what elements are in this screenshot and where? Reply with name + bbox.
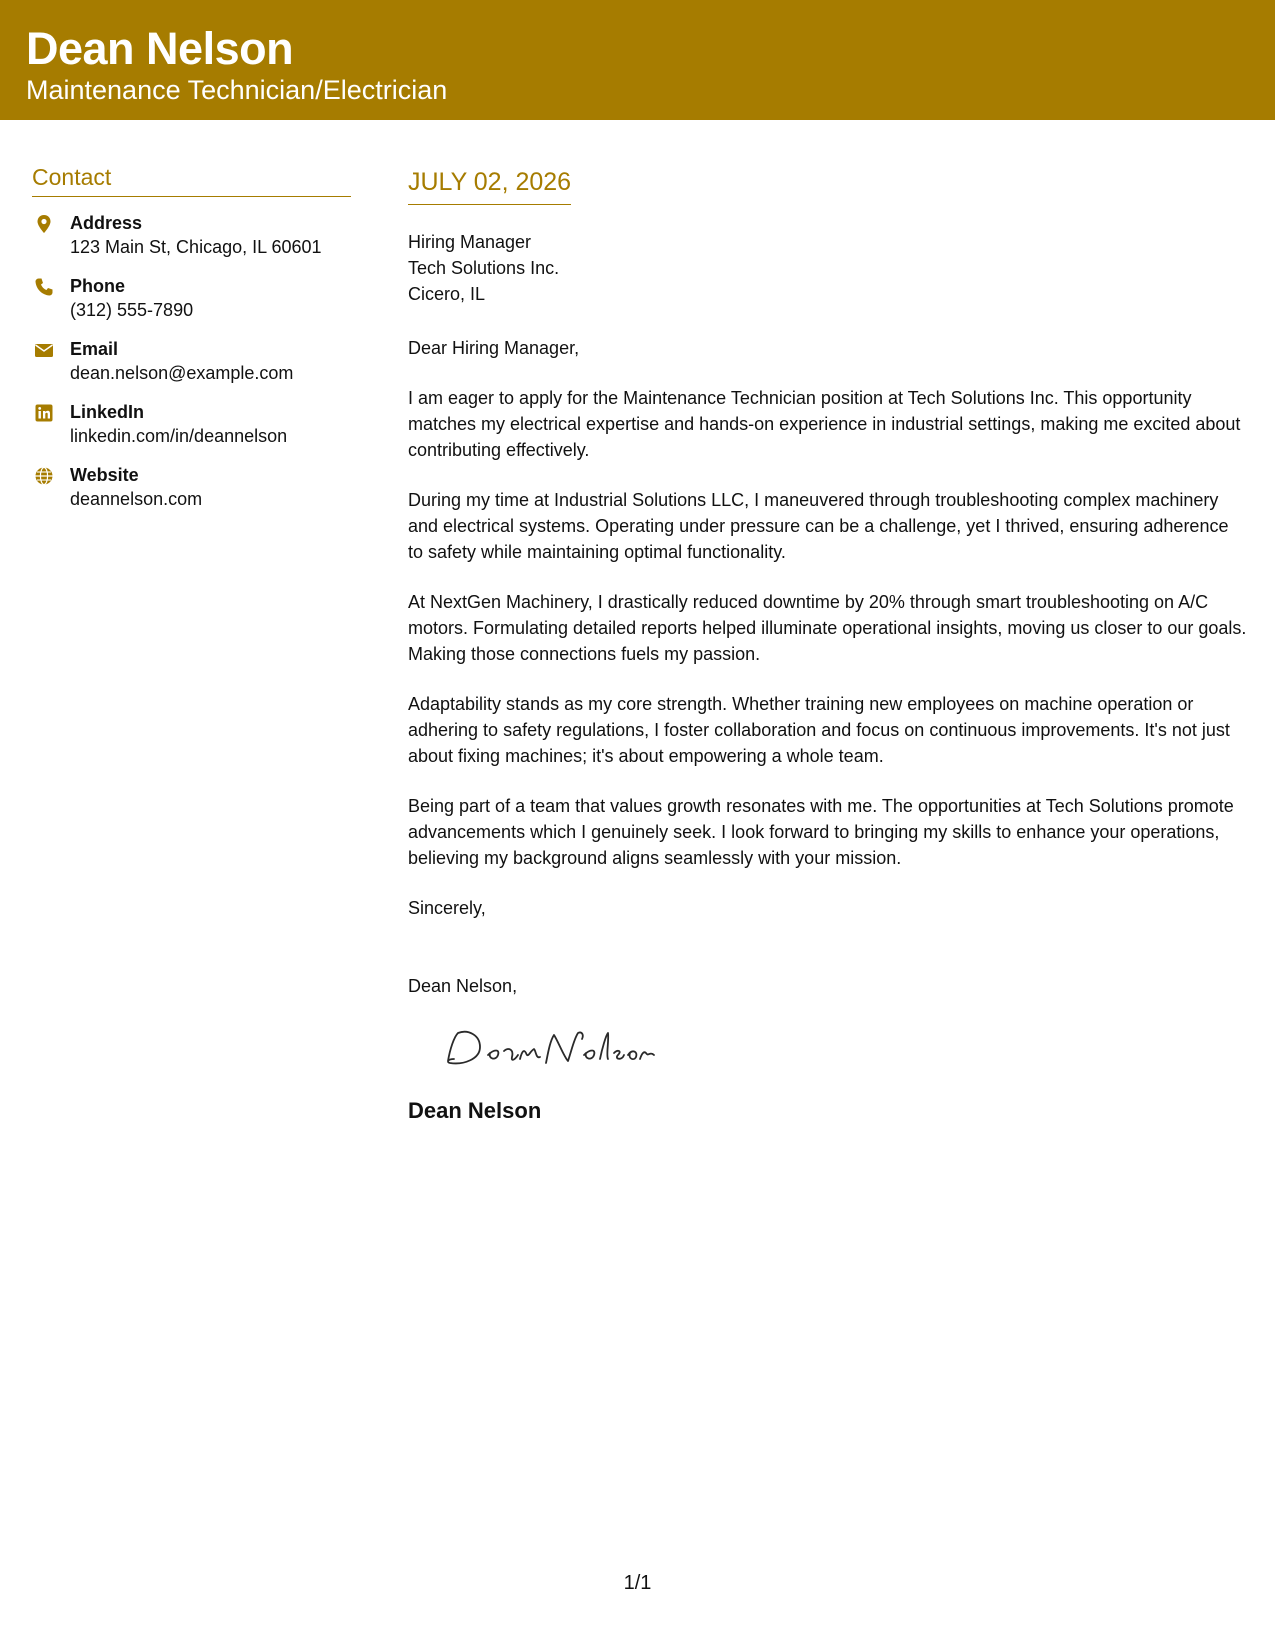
recipient-line: Tech Solutions Inc. [408,258,560,278]
sign-off-name: Dean Nelson, [408,976,518,996]
recipient-block [408,229,1248,307]
recipient-line: Hiring Manager [408,232,532,252]
contact-sidebar [32,162,351,526]
contact-label: LinkedIn [70,402,145,422]
contact-value: deannelson.com [70,489,203,509]
contact-item-website [32,463,351,526]
linkedin-icon [34,403,54,423]
contact-list [32,211,351,526]
letter-body [408,164,1248,1126]
phone-icon [34,277,54,297]
letter-paragraph: I am eager to apply for the Maintenance Technician position at Tech Solutions Inc. This opportunity matches my electrical expertise and hands-on experience in industrial settings, making me excited about contributing effectively. [408,388,1241,460]
header-banner [0,0,1275,120]
letter-paragraph: During my time at Industrial Solutions LLC, I maneuvered through troubleshooting complex machinery and electrical systems. Operating under pressure can be a challenge, yet I thrived, ensuring adherence to safety while maintaining optimal functionality. [408,490,1229,562]
envelope-icon [34,340,54,360]
letter-paragraph: Being part of a team that values growth resonates with me. The opportunities at Tech Solutions promote advancements which I genuinely seek. I look forward to bringing my skills to enhance your operations, believing my background aligns seamlessly with your mission. [408,796,1234,868]
contact-value: (312) 555-7890 [70,300,194,320]
contact-label: Website [70,465,139,485]
printed-name: Dean Nelson [408,1098,542,1123]
contact-value: 123 Main St, Chicago, IL 60601 [70,237,322,257]
applicant-title: Maintenance Technician/Electrician [26,75,448,105]
recipient-line: Cicero, IL [408,284,486,304]
contact-label: Phone [70,276,126,296]
contact-item-email [32,337,351,400]
applicant-name: Dean Nelson [26,23,294,74]
contact-item-linkedin [32,400,351,463]
globe-icon [34,466,54,486]
page-number: 1/1 [623,1572,652,1594]
letter-paragraph: At NextGen Machinery, I drastically reduced downtime by 20% through smart troubleshooting on A/C motors. Formulating detailed reports helped illuminate operational insights, moving us closer to our goals. Making those connections fuels my passion. [408,592,1247,664]
closing: Sincerely, [408,898,486,918]
contact-item-address [32,211,351,274]
contact-heading: Contact [32,162,351,197]
contact-value: linkedin.com/in/deannelson [70,426,288,446]
contact-value: dean.nelson@example.com [70,363,294,383]
salutation: Dear Hiring Manager, [408,338,580,358]
contact-label: Email [70,339,119,359]
letter-date: JULY 02, 2026 [408,164,571,205]
map-pin-icon [34,214,54,234]
letter-paragraph: Adaptability stands as my core strength. Whether training new employees on machine operation or adhering to safety regulations, I foster collaboration and focus on continuous improvements. It's not just about fixing machines; it's about empowering a whole team. [408,694,1230,766]
contact-label: Address [70,213,143,233]
handwritten-signature [438,1019,658,1079]
contact-item-phone [32,274,351,337]
